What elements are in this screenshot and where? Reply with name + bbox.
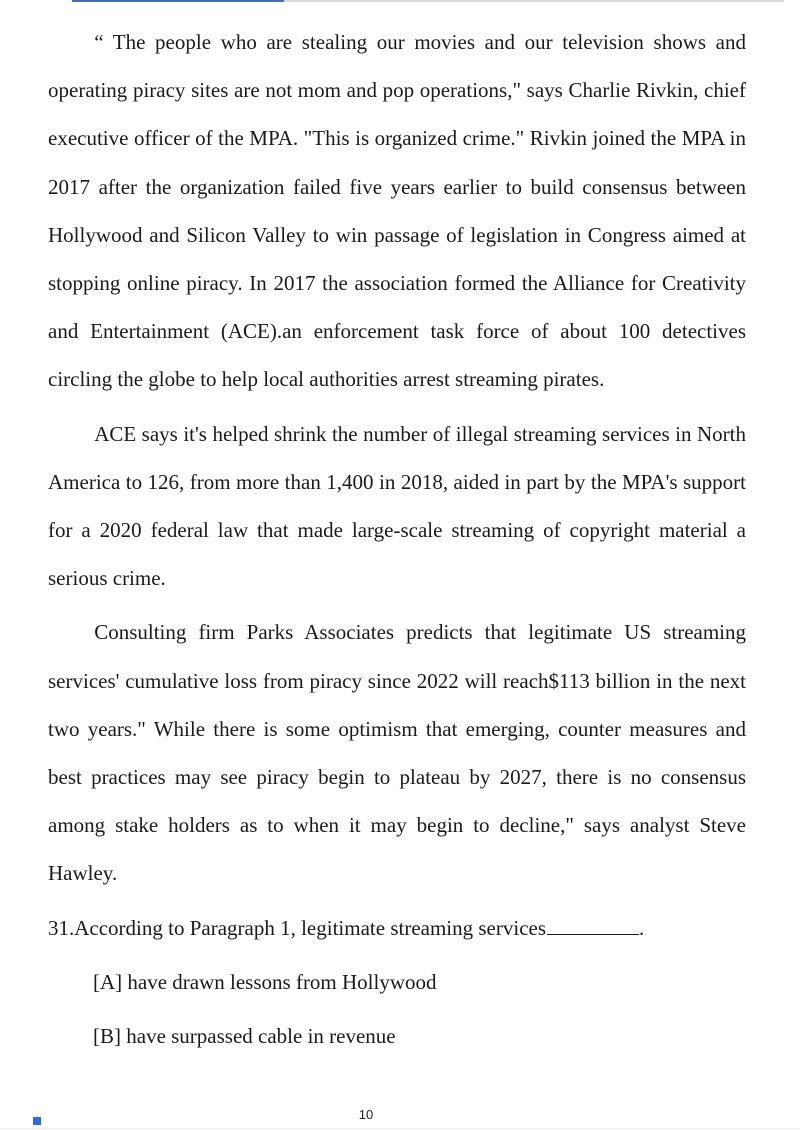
question-stem: According to Paragraph 1, legitimate streaming services — [74, 915, 547, 940]
paragraph-3: Consulting firm Parks Associates predicts that legitimate US streaming services' cumulative loss from piracy since 2022 will reach$113 billion in the next two years." While there is some optimism that emerging, counter measures and best practices may see piracy begin to plateau by 2027, there is no consensus among stake holders as to when it may begin to decline," says analyst Steve Hawley. — [48, 620, 746, 886]
option-a: [A] have drawn lessons from Hollywood — [93, 969, 437, 994]
option-b: [B] have surpassed cable in revenue — [93, 1023, 396, 1048]
question-end-punct: . — [639, 915, 645, 940]
corner-marker-icon — [33, 1117, 41, 1125]
question-number: 31. — [48, 915, 75, 940]
page-number: 10 — [358, 1107, 374, 1122]
document-page — [48, 18, 746, 1060]
top-rule-accent — [72, 0, 284, 2]
question-31 — [48, 904, 746, 952]
bottom-rule — [0, 1128, 800, 1129]
answer-blank — [547, 916, 639, 935]
paragraph-2: ACE says it's helped shrink the number of illegal streaming services in North America to 126, from more than 1,400 in 2018, aided in part by the MPA's support for a 2020 federal law that made large-scale streaming of copyright material a serious crime. — [48, 421, 746, 591]
paragraph-1: “ The people who are stealing our movies and our television shows and operating piracy sites are not mom and pop operations," says Charlie Rivkin, chief executive officer of the MPA. "This is organized crime." Rivkin joined the MPA in 2017 after the organization failed five years earlier to build consensus between Hollywood and Silicon Valley to win passage of legislation in Congress aimed at stopping online piracy. In 2017 the association formed the Alliance for Creativity and Entertainment (ACE).an enforcement task force of about 100 detectives circling the globe to help local authorities arrest streaming pirates. — [48, 30, 746, 392]
